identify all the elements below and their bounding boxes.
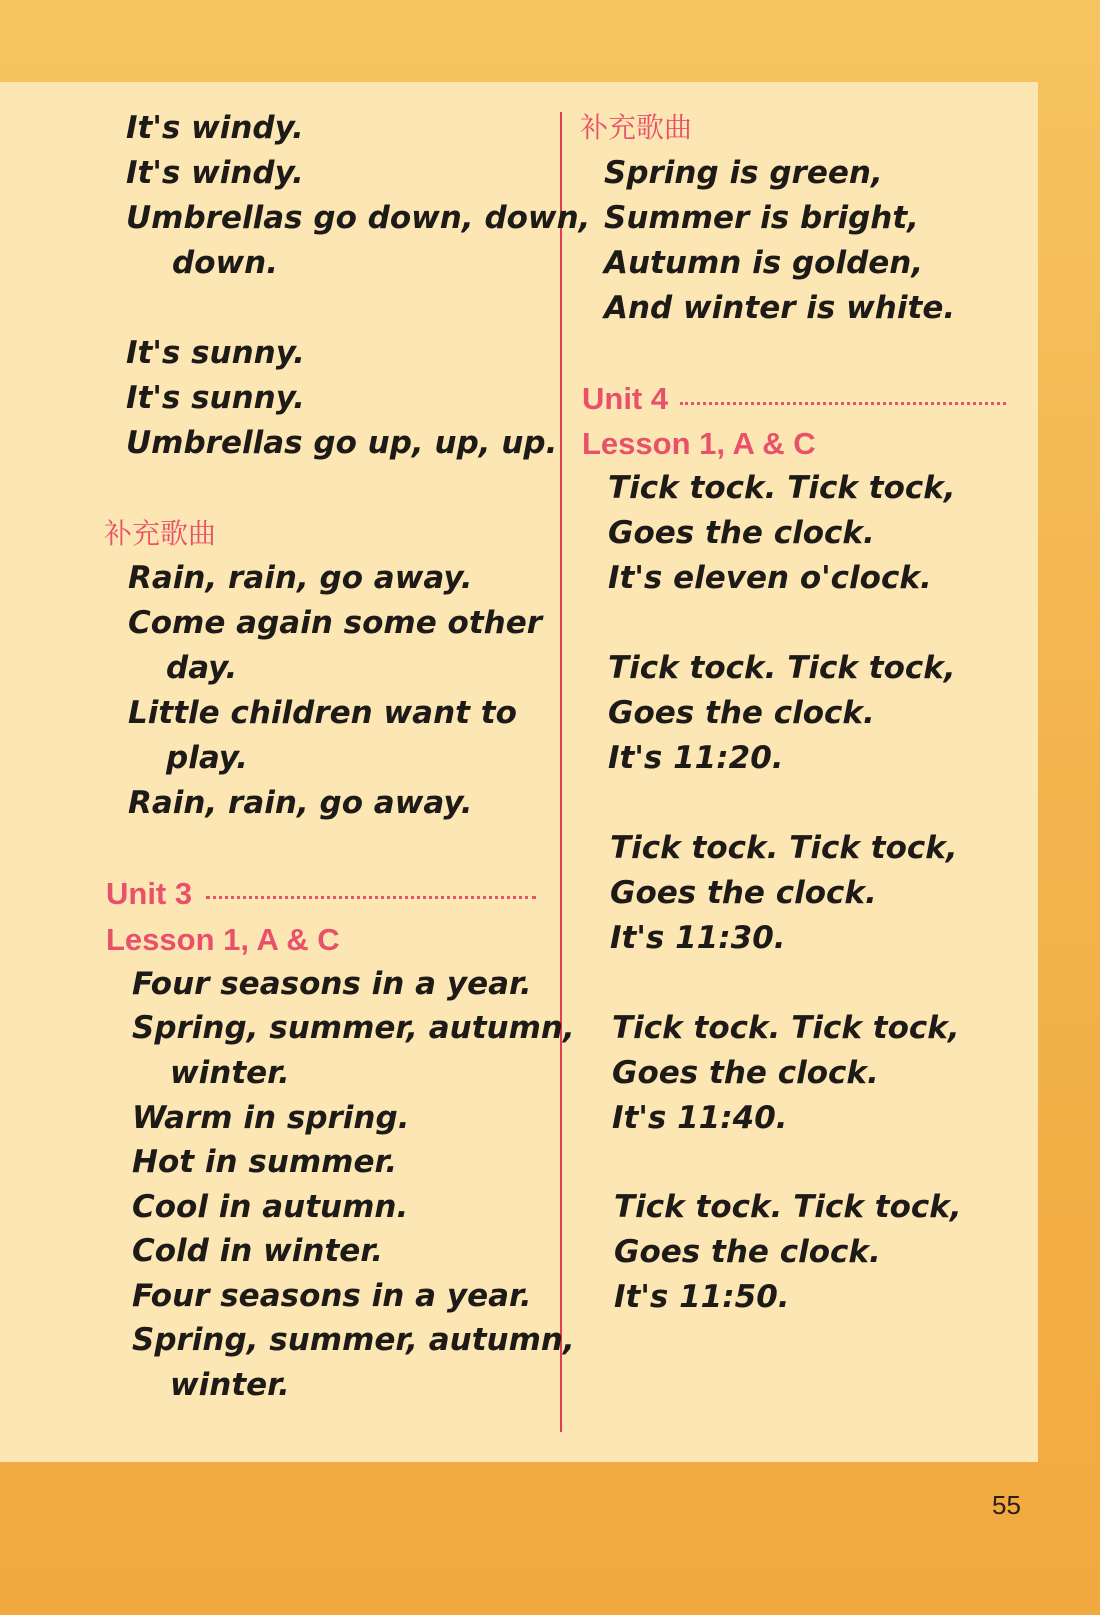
lyric-line: Goes the clock. — [614, 1234, 881, 1270]
lyric-line: day. — [166, 650, 238, 686]
lyric-line: Little children want to — [128, 695, 517, 731]
lyric-line: Tick tock. Tick tock, — [614, 1189, 962, 1225]
lyric-line: Four seasons in a year. — [132, 966, 532, 1002]
dotted-rule — [680, 402, 1006, 405]
lyric-line: Rain, rain, go away. — [128, 785, 473, 821]
supplement-song-label: 补充歌曲 — [104, 517, 217, 550]
lyric-line: Tick tock. Tick tock, — [612, 1010, 960, 1046]
unit-heading: Unit 3 — [106, 876, 193, 911]
dotted-rule — [206, 896, 536, 899]
lyric-line: It's windy. — [126, 155, 304, 191]
lyric-line: Hot in summer. — [132, 1144, 398, 1180]
lyric-line: Rain, rain, go away. — [128, 560, 473, 596]
unit-heading: Unit 4 — [582, 381, 669, 416]
lyric-line: Goes the clock. — [608, 515, 875, 551]
lyric-line: Tick tock. Tick tock, — [610, 830, 958, 866]
lyric-line: It's sunny. — [126, 335, 305, 371]
lyric-line: Goes the clock. — [612, 1055, 879, 1091]
column-divider — [560, 112, 562, 1432]
lyric-line: Come again some other — [128, 605, 543, 641]
lesson-heading: Lesson 1, A & C — [582, 426, 816, 461]
lyric-line: Tick tock. Tick tock, — [608, 650, 956, 686]
lyric-line: Umbrellas go down, down, — [126, 200, 591, 236]
lyric-line: winter. — [170, 1367, 290, 1403]
lyric-line: Spring, summer, autumn, — [132, 1322, 575, 1358]
lyric-line: Umbrellas go up, up, up. — [126, 425, 558, 461]
lyric-line: It's windy. — [126, 110, 304, 146]
lyric-line: Cold in winter. — [132, 1233, 383, 1269]
lyric-line: winter. — [170, 1055, 290, 1091]
lyric-line: Goes the clock. — [608, 695, 875, 731]
lyric-line: Summer is bright, — [604, 200, 919, 236]
lyric-line: It's 11:30. — [610, 920, 786, 956]
supplement-song-label: 补充歌曲 — [580, 111, 693, 144]
lyric-line: It's eleven o'clock. — [608, 560, 932, 596]
lyric-line: down. — [172, 245, 278, 281]
lyric-line: Tick tock. Tick tock, — [608, 470, 956, 506]
lyric-line: Autumn is golden, — [604, 245, 924, 281]
lesson-heading: Lesson 1, A & C — [106, 922, 340, 957]
page-number: 55 — [992, 1490, 1021, 1520]
lyric-line: Four seasons in a year. — [132, 1278, 532, 1314]
lyric-line: Goes the clock. — [610, 875, 877, 911]
lyric-line: Cool in autumn. — [132, 1189, 409, 1225]
lyric-line: Warm in spring. — [132, 1100, 410, 1136]
lyric-line: Spring is green, — [604, 155, 883, 191]
lyric-line: play. — [166, 740, 248, 776]
lyric-line: It's 11:20. — [608, 740, 784, 776]
lyric-line: It's sunny. — [126, 380, 305, 416]
lyric-line: And winter is white. — [604, 290, 956, 326]
lyric-line: It's 11:40. — [612, 1100, 788, 1136]
lyric-line: Spring, summer, autumn, — [132, 1010, 575, 1046]
lyric-line: It's 11:50. — [614, 1279, 790, 1315]
